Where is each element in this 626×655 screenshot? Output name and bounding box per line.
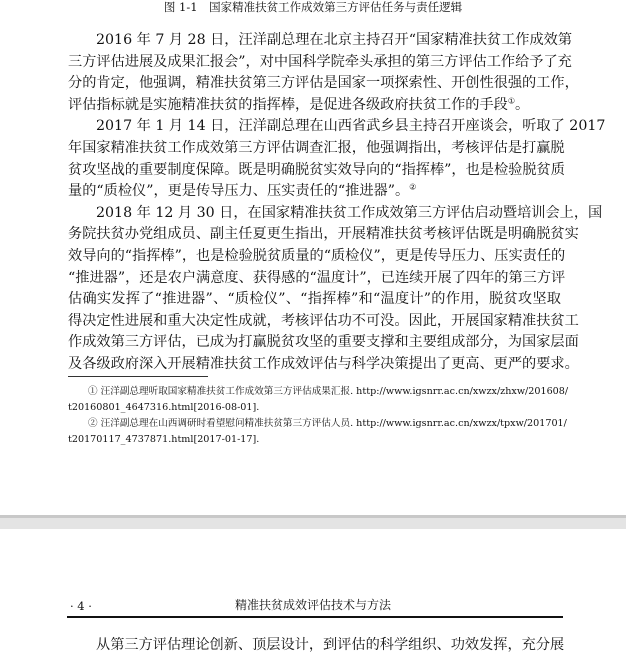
paragraph-line-text: “推进器”，还是农户满意度、获得感的“温度计”，已连续开展了四年的第三方评 bbox=[68, 269, 566, 286]
footnote-line: ② 汪洋副总理在山西调研时看望慰问精准扶贫第三方评估人员. http://www.igsnrr.ac.cn/xwzx/tpxw/201701/ bbox=[88, 418, 567, 429]
footnote-marker[interactable]: ② bbox=[409, 182, 417, 192]
page-number: · 4 · bbox=[70, 599, 92, 613]
paragraph-line bbox=[68, 73, 579, 93]
paragraph-line bbox=[68, 311, 579, 331]
paragraph-line bbox=[96, 30, 573, 50]
paragraph-line bbox=[96, 116, 606, 136]
paragraph-line bbox=[68, 138, 565, 158]
footnote-line: ① 汪洋副总理听取国家精准扶贫工作成效第三方评估成果汇报. http://www.igsnrr.ac.cn/xwzx/zhxw/201608/ bbox=[88, 386, 569, 397]
figure-caption: 图 1-1 国家精准扶贫工作成效第三方评估任务与责任逻辑 bbox=[163, 0, 463, 14]
footnote-line: t20170117_4737871.html[2017-01-17]. bbox=[68, 434, 260, 445]
paragraph-line-text: 2017 年 1 月 14 日，汪洋副总理在山西省武乡县主持召开座谈会，听取了 2017 bbox=[96, 118, 606, 135]
paragraph-line-text: 及各级政府深入开展精准扶贫工作成效评估与科学决策提出了更高、更严的要求。 bbox=[68, 356, 579, 372]
page-gap bbox=[0, 515, 626, 529]
paragraph-line bbox=[68, 332, 579, 352]
paragraph-line bbox=[68, 246, 566, 266]
footnote-marker[interactable]: ① bbox=[507, 96, 515, 106]
footnote-separator bbox=[68, 376, 208, 377]
paragraph-line-text: 效导向的“指挥棒”，也是检验脱贫质量的“质检仪”，更是传导压力、压实责任的 bbox=[68, 248, 566, 264]
paragraph-line-text: 2016 年 7 月 28 日，汪洋副总理在北京主持召开“国家精准扶贫工作成效第 bbox=[96, 32, 573, 48]
paragraph-line-text: 估确实发挥了“推进器”、“质检仪”、“指挥棒”和“温度计”的作用，脱贫攻坚取 bbox=[68, 291, 561, 308]
paragraph-line bbox=[68, 52, 572, 72]
paragraph-line-text: 贫攻坚战的重要制度保障。既是明确脱贫实效导向的“指挥棒”，也是检验脱贫质 bbox=[68, 161, 565, 178]
paragraph-line bbox=[68, 181, 561, 201]
paragraph-line-text: 量的“质检仪”，更是传导压力、压实责任的“推进器”。 bbox=[68, 183, 410, 200]
paragraph-line-text: 评估指标就是实施精准扶贫的指挥棒，是促进各级政府扶贫工作的手段 bbox=[68, 96, 508, 113]
paragraph-line-text: 得决定性进展和重大决定性成就，考核评估功不可没。因此，开展国家精准扶贫工 bbox=[68, 312, 579, 329]
punctuation: 。 bbox=[515, 96, 530, 113]
paragraph-line-text: 作成效第三方评估，已成为打赢脱贫攻坚的重要支撑和主要组成部分，为国家层面 bbox=[68, 334, 579, 351]
header-rule bbox=[67, 616, 563, 618]
paragraph-line bbox=[68, 289, 561, 309]
paragraph-line-text: 分的肯定，他强调，精准扶贫第三方评估是国家一项探索性、开创性很强的工作， bbox=[68, 75, 579, 92]
paragraph-line-text: 三方评估进展及成果汇报会”，对中国科学院牵头承担的第三方评估工作给予了充 bbox=[68, 53, 572, 70]
paragraph-line bbox=[68, 354, 579, 374]
paragraph-line-text: 务院扶贫办党组成员、副主任夏更生指出，开展精准扶贫考核评估既是明确脱贫实 bbox=[68, 226, 579, 243]
body-line: 从第三方评估理论创新、顶层设计，到评估的科学组织、功效发挥，充分展 bbox=[96, 637, 565, 653]
paragraph-line bbox=[96, 203, 603, 223]
running-header-title: 精准扶贫成效评估技术与方法 bbox=[234, 598, 391, 612]
paragraph-line bbox=[68, 224, 579, 244]
footnote-line: t20160801_4647316.html[2016-08-01]. bbox=[68, 402, 260, 413]
paragraph-line bbox=[68, 160, 565, 180]
paragraph-line-text: 2018 年 12 月 30 日，在国家精准扶贫工作成效第三方评估启动暨培训会上，国 bbox=[96, 204, 603, 221]
paragraph-line-text: 年国家精准扶贫工作成效第三方评估调查汇报，他强调指出，考核评估是打赢脱 bbox=[68, 140, 565, 156]
paragraph-line bbox=[68, 268, 566, 288]
paragraph-line bbox=[68, 95, 561, 115]
document-page-4 bbox=[0, 529, 626, 651]
